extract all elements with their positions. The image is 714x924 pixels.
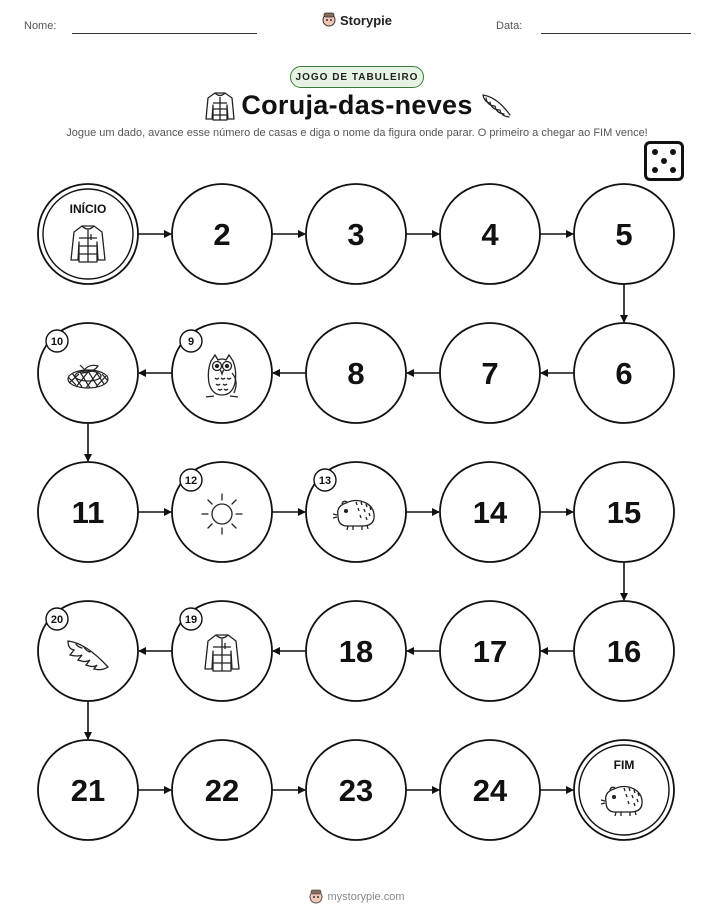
space-number: 16 bbox=[606, 634, 642, 669]
space-number-badge: 19 bbox=[184, 614, 198, 626]
board-space-24 bbox=[440, 740, 540, 840]
board-space-8 bbox=[306, 323, 406, 423]
board-space-15 bbox=[574, 462, 674, 562]
board-space-1 bbox=[38, 184, 138, 284]
board-space-23 bbox=[306, 740, 406, 840]
board-space-13 bbox=[306, 462, 406, 562]
board-space-11 bbox=[38, 462, 138, 562]
footer bbox=[0, 889, 714, 908]
space-number: 14 bbox=[472, 495, 508, 530]
board-space-6 bbox=[574, 323, 674, 423]
space-number: 2 bbox=[213, 217, 231, 252]
space-number: 23 bbox=[338, 773, 374, 808]
storypie-mascot-icon bbox=[309, 889, 323, 905]
space-number-badge: 12 bbox=[184, 475, 198, 487]
space-number: 17 bbox=[472, 634, 508, 669]
space-number: 21 bbox=[70, 773, 106, 808]
game-type-badge: JOGO DE TABULEIRO bbox=[290, 66, 424, 88]
footer-url: mystorypie.com bbox=[327, 891, 405, 903]
board-space-14 bbox=[440, 462, 540, 562]
space-number: 8 bbox=[347, 356, 365, 391]
space-number: 22 bbox=[204, 773, 240, 808]
board-space-12 bbox=[172, 462, 272, 562]
space-number-badge: 13 bbox=[318, 475, 332, 487]
space-number: 15 bbox=[606, 495, 642, 530]
board-space-3 bbox=[306, 184, 406, 284]
board-space-9 bbox=[172, 323, 272, 423]
brand-name: Storypie bbox=[339, 12, 392, 28]
space-number-badge: 20 bbox=[50, 614, 64, 626]
board-space-16 bbox=[574, 601, 674, 701]
board-space-2 bbox=[172, 184, 272, 284]
space-number: 7 bbox=[481, 356, 499, 391]
name-label: Nome: bbox=[24, 20, 57, 32]
space-number-badge: 9 bbox=[187, 336, 195, 348]
board-space-10 bbox=[38, 323, 138, 423]
board-space-25 bbox=[574, 740, 674, 840]
board-space-4 bbox=[440, 184, 540, 284]
space-label: FIM bbox=[613, 758, 635, 772]
space-number: 18 bbox=[338, 634, 374, 669]
space-number: 5 bbox=[615, 217, 633, 252]
board-space-21 bbox=[38, 740, 138, 840]
board-space-19 bbox=[172, 601, 272, 701]
board-space-5 bbox=[574, 184, 674, 284]
date-label: Data: bbox=[496, 20, 523, 32]
space-number: 6 bbox=[615, 356, 633, 391]
space-number: 3 bbox=[347, 217, 365, 252]
board-space-7 bbox=[440, 323, 540, 423]
space-label: INÍCIO bbox=[69, 202, 107, 216]
space-number-badge: 10 bbox=[50, 336, 64, 348]
space-number: 4 bbox=[481, 217, 499, 252]
board-space-22 bbox=[172, 740, 272, 840]
page-title: Coruja-das-neves bbox=[241, 90, 473, 120]
board-space-17 bbox=[440, 601, 540, 701]
space-number: 24 bbox=[472, 773, 508, 808]
board-space-18 bbox=[306, 601, 406, 701]
space-number: 11 bbox=[71, 495, 105, 530]
board-space-20 bbox=[38, 601, 138, 701]
instructions: Jogue um dado, avance esse número de casas e diga o nome da figura onde parar. O primeiro a chegar ao FIM vence! bbox=[66, 127, 648, 139]
